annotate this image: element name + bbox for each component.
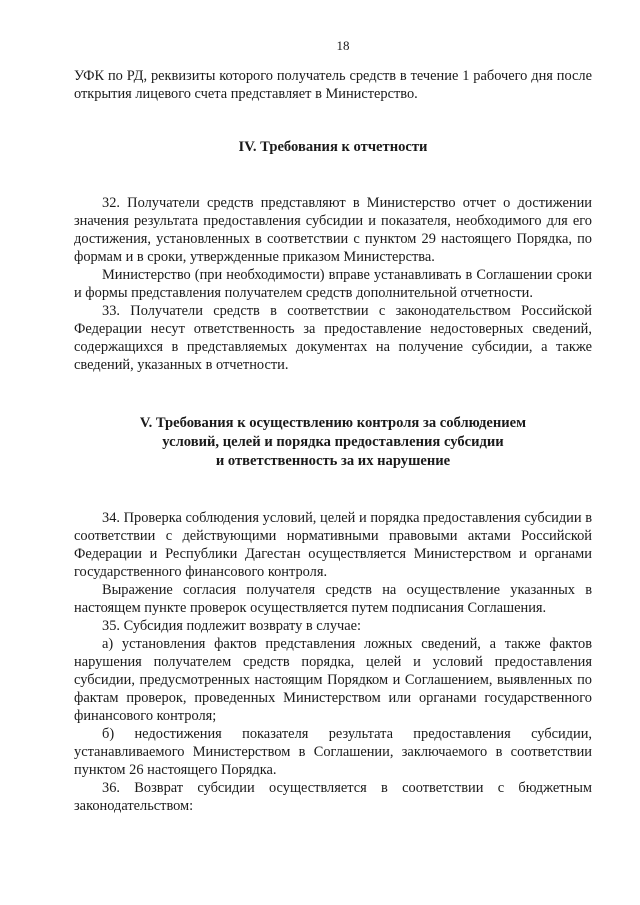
paragraph-34-consent: Выражение согласия получателя средств на осуществление указанных в настоящем пункте проверок осуществляется путем подписания Соглашения. (74, 582, 592, 616)
paragraph-33: 33. Получатели средств в соответствии с законодательством Российской Федерации несут ответственность за предоставление недостоверных сведений, содержащихся в представляемых документах на получение субсидии, а также сведений, указанных в отчетности. (74, 303, 592, 373)
section-v-title-line-1: V. Требования к осуществлению контроля за соблюдением (139, 415, 527, 431)
paragraph-36: 36. Возврат субсидии осуществляется в соответствии с бюджетным законодательством: (74, 780, 592, 814)
spacer (74, 374, 592, 414)
paragraph-35-b: б) недостижения показателя результата предоставления субсидии, устанавливаемого Министерством в Соглашении, заключаемого в соответствии пунктом 26 настоящего Порядка. (74, 726, 592, 778)
section-v-title-line-3: и ответственность за их нарушение (215, 453, 451, 469)
section-v-title (74, 414, 592, 471)
paragraph-34: 34. Проверка соблюдения условий, целей и порядка предоставления субсидии в соответствии с действующими нормативными правовыми актами Российской Федерации и Республики Дагестан осуществляется Министерством и органами государственного финансового контроля. (74, 510, 592, 580)
page-number: 18 (336, 38, 350, 53)
section-iv-title: IV. Требования к отчетности (238, 139, 428, 155)
intro-paragraph: УФК по РД, реквизиты которого получатель средств в течение 1 рабочего дня после открытия лицевого счета представляет в Министерство. (74, 68, 592, 102)
spacer (74, 471, 592, 509)
paragraph-32: 32. Получатели средств представляют в Министерство отчет о достижении значения результата предоставления субсидии и показателя, необходимого для его достижения, установленных в соответствии с пунктом 29 настоящего Порядка, по формам и в сроки, утвержденные приказом Министерства. (74, 195, 592, 265)
paragraph-35-a: а) установления фактов представления ложных сведений, а также фактов нарушения получателем средств порядка, целей и условий предоставления субсидии, предусмотренных настоящим Порядком и Соглашением, выявленных по фактам проверок, проведенных Министерством или органами государственного финансового контроля; (74, 636, 592, 724)
spacer (74, 157, 592, 194)
paragraph-32-ministry: Министерство (при необходимости) вправе устанавливать в Соглашении сроки и формы представления получателем средств дополнительной отчетности. (74, 267, 592, 301)
section-v-title-line-2: условий, целей и порядка предоставления субсидии (162, 434, 504, 450)
spacer (74, 103, 592, 138)
paragraph-35: 35. Субсидия подлежит возврату в случае: (102, 618, 362, 634)
